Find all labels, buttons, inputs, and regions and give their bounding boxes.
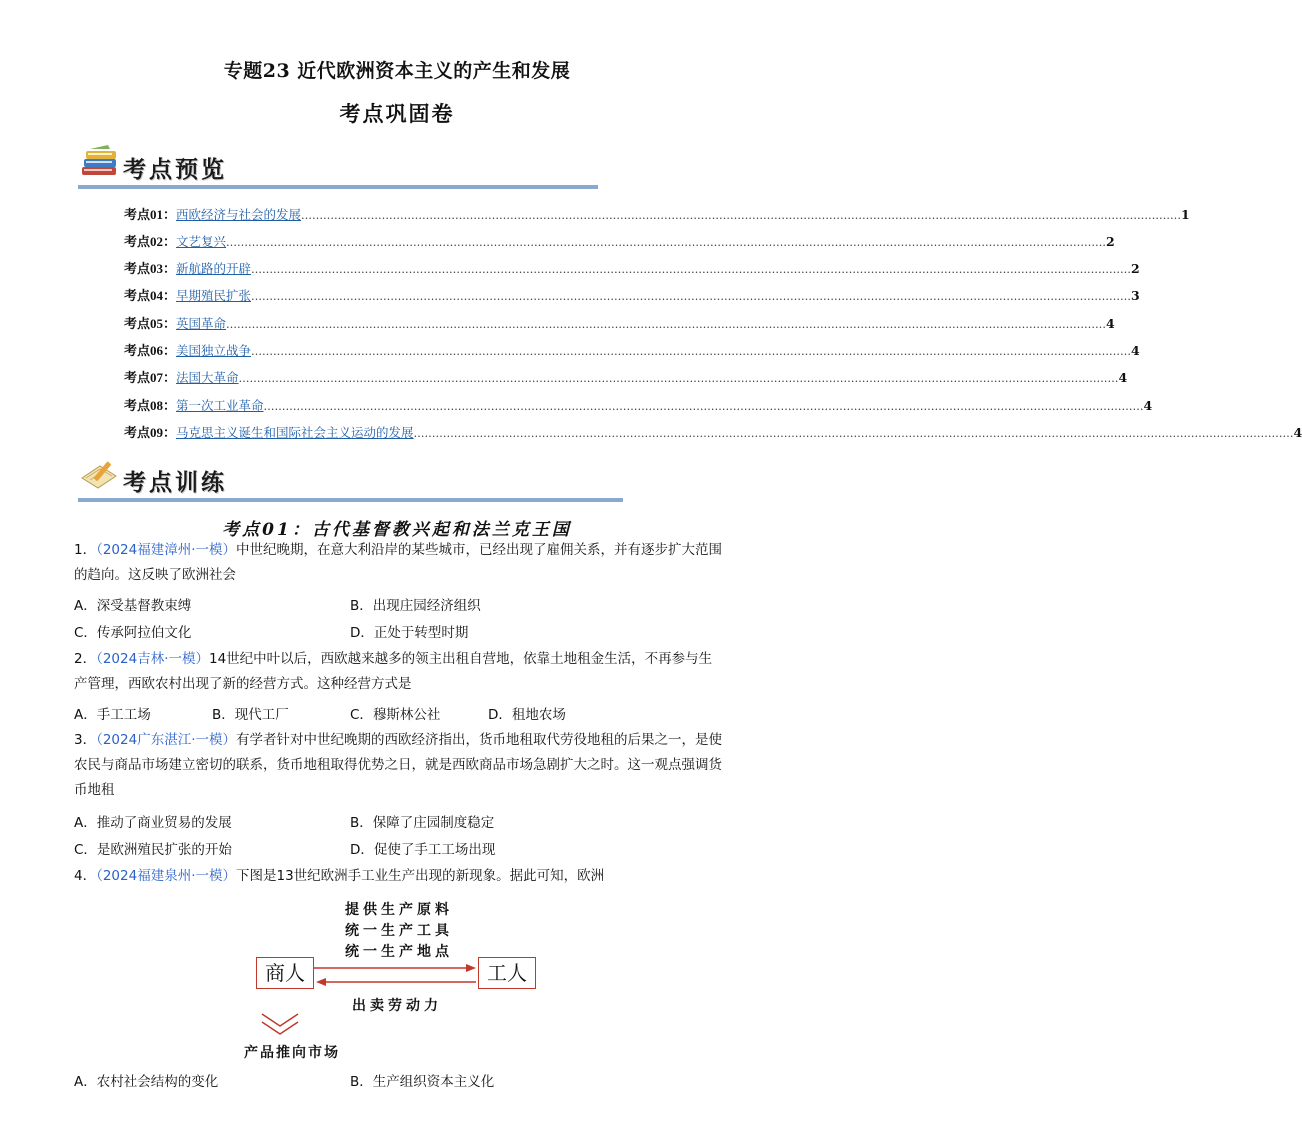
- toc-link[interactable]: 马克思主义诞生和国际社会主义运动的发展: [176, 425, 414, 440]
- toc-link[interactable]: 西欧经济与社会的发展: [176, 207, 302, 222]
- question-source: （2024福建漳州·一模）: [96, 542, 236, 558]
- question-2: [74, 647, 724, 697]
- option-b: B．保障了庄园制度稳定: [350, 815, 495, 831]
- preview-rule: [78, 185, 598, 189]
- toc-item[interactable]: [124, 422, 1302, 444]
- toc-link[interactable]: 第一次工业革命: [176, 398, 264, 413]
- toc-item[interactable]: [124, 285, 1140, 307]
- toc-page: 4: [1131, 343, 1140, 358]
- result-label: 产品推向市场: [244, 1045, 340, 1061]
- production-diagram: [0, 895, 794, 1065]
- toc-item[interactable]: [124, 313, 1115, 335]
- diagram-arrows: [0, 895, 794, 1065]
- worker-box: 工人: [478, 957, 536, 989]
- toc-item[interactable]: [124, 204, 1190, 226]
- notebook-pencil-icon: [80, 458, 120, 494]
- books-icon: [80, 145, 120, 181]
- toc-label: 考点07：: [124, 370, 177, 385]
- question-1: [74, 538, 724, 588]
- question-4: [74, 864, 724, 889]
- option-b: B．生产组织资本主义化: [350, 1074, 495, 1090]
- preview-heading: 考点预览: [123, 157, 227, 183]
- option-c: C．是欧洲殖民扩张的开始: [74, 842, 232, 858]
- question-source: （2024吉林·一模）: [96, 651, 209, 667]
- toc-link[interactable]: 英国革命: [176, 316, 227, 331]
- toc-leader: ……………………………………………………………………………………………………………………………………………………………………………………………………………………: [251, 263, 1132, 276]
- toc-leader: ……………………………………………………………………………………………………………………………………………………………………………………………………………………: [238, 372, 1119, 385]
- diagram-line-2: 统一生产工具: [345, 923, 453, 939]
- toc-page: 1: [1181, 207, 1190, 222]
- question-source: （2024福建泉州·一模）: [96, 868, 236, 884]
- toc-label: 考点04：: [124, 288, 177, 303]
- question-stem: 中世纪晚期，在意大利沿岸的某些城市，已经出现了雇佣关系，并有逐步扩大范围的趋向。这反映了欧洲社会: [74, 542, 722, 583]
- toc-label: 考点03：: [124, 261, 177, 276]
- toc-label: 考点05：: [124, 316, 177, 331]
- question-stem: 14世纪中叶以后，西欧越来越多的领主出租自营地，依靠土地租金生活，不再参与生产管理，西欧农村出现了新的经营方式。这种经营方式是: [74, 651, 713, 692]
- option-d: D．正处于转型时期: [350, 625, 469, 641]
- page-subtitle: 考点巩固卷: [339, 101, 455, 126]
- toc-leader: ……………………………………………………………………………………………………………………………………………………………………………………………………………………: [263, 400, 1144, 413]
- toc-page: 4: [1118, 370, 1128, 385]
- toc-leader: ……………………………………………………………………………………………………………………………………………………………………………………………………………………: [226, 236, 1107, 249]
- toc-page: 4: [1293, 425, 1302, 440]
- toc-item[interactable]: [124, 340, 1140, 362]
- option-a: A．推动了商业贸易的发展: [74, 815, 232, 831]
- option-a: A．手工工场: [74, 707, 151, 723]
- toc-page: 3: [1131, 288, 1140, 303]
- toc-leader: ……………………………………………………………………………………………………………………………………………………………………………………………………………………: [251, 290, 1132, 303]
- merchant-box: 商人: [256, 957, 314, 989]
- question-stem: 有学者针对中世纪晚期的西欧经济指出，货币地租取代劳役地租的后果之一，是使农民与商品市场建立密切的联系，货币地租取得优势之日，就是西欧商品市场急剧扩大之时。这一观点强调货币地租: [74, 732, 722, 798]
- option-c: C．传承阿拉伯文化: [74, 625, 192, 641]
- section-title: 考点01：古代基督教兴起和法兰克王国: [222, 520, 572, 540]
- question-number: 2．: [74, 651, 97, 667]
- training-heading: 考点训练: [123, 470, 227, 496]
- question-number: 3．: [74, 732, 97, 748]
- toc-leader: ……………………………………………………………………………………………………………………………………………………………………………………………………………………: [301, 209, 1182, 222]
- labor-label: 出卖劳动力: [352, 998, 442, 1014]
- question-number: 4．: [74, 868, 97, 884]
- training-banner: [76, 458, 626, 502]
- option-a: A．深受基督教束缚: [74, 598, 192, 614]
- question-source: （2024广东湛江·一模）: [96, 732, 236, 748]
- toc-item[interactable]: [124, 367, 1128, 389]
- toc-page: 4: [1106, 316, 1115, 331]
- toc-link[interactable]: 早期殖民扩张: [176, 288, 252, 303]
- toc-leader: ……………………………………………………………………………………………………………………………………………………………………………………………………………………: [226, 318, 1107, 331]
- option-d: D．促使了手工工场出现: [350, 842, 496, 858]
- question-stem: 下图是13世纪欧洲手工业生产出现的新现象。据此可知，欧洲: [236, 868, 605, 884]
- question-number: 1．: [74, 542, 97, 558]
- toc-label: 考点06：: [124, 343, 177, 358]
- option-d: D．租地农场: [488, 707, 566, 723]
- preview-banner: [76, 145, 606, 189]
- toc-label: 考点09：: [124, 425, 177, 440]
- toc-item[interactable]: [124, 395, 1153, 417]
- toc-link[interactable]: 文艺复兴: [176, 234, 227, 249]
- toc-label: 考点01：: [124, 207, 177, 222]
- page-title: 专题23 近代欧洲资本主义的产生和发展: [223, 60, 571, 82]
- toc-link[interactable]: 新航路的开辟: [176, 261, 252, 276]
- toc-item[interactable]: [124, 231, 1115, 253]
- option-a: A．农村社会结构的变化: [74, 1074, 219, 1090]
- diagram-line-3: 统一生产地点: [345, 944, 453, 960]
- option-c: C．穆斯林公社: [350, 707, 441, 723]
- question-3: [74, 728, 724, 803]
- toc-link[interactable]: 美国独立战争: [176, 343, 252, 358]
- toc-page: 2: [1131, 261, 1140, 276]
- toc-item[interactable]: [124, 258, 1140, 280]
- toc-link[interactable]: 法国大革命: [176, 370, 239, 385]
- toc-leader: ……………………………………………………………………………………………………………………………………………………………………………………………………………………: [413, 427, 1294, 440]
- diagram-line-1: 提供生产原料: [345, 902, 453, 918]
- toc-page: 4: [1143, 398, 1153, 413]
- option-b: B．现代工厂: [212, 707, 289, 723]
- toc-page: 2: [1106, 234, 1115, 249]
- option-b: B．出现庄园经济组织: [350, 598, 481, 614]
- toc-leader: ……………………………………………………………………………………………………………………………………………………………………………………………………………………: [251, 345, 1132, 358]
- toc-label: 考点08：: [124, 398, 177, 413]
- toc-label: 考点02：: [124, 234, 177, 249]
- training-rule: [78, 498, 623, 502]
